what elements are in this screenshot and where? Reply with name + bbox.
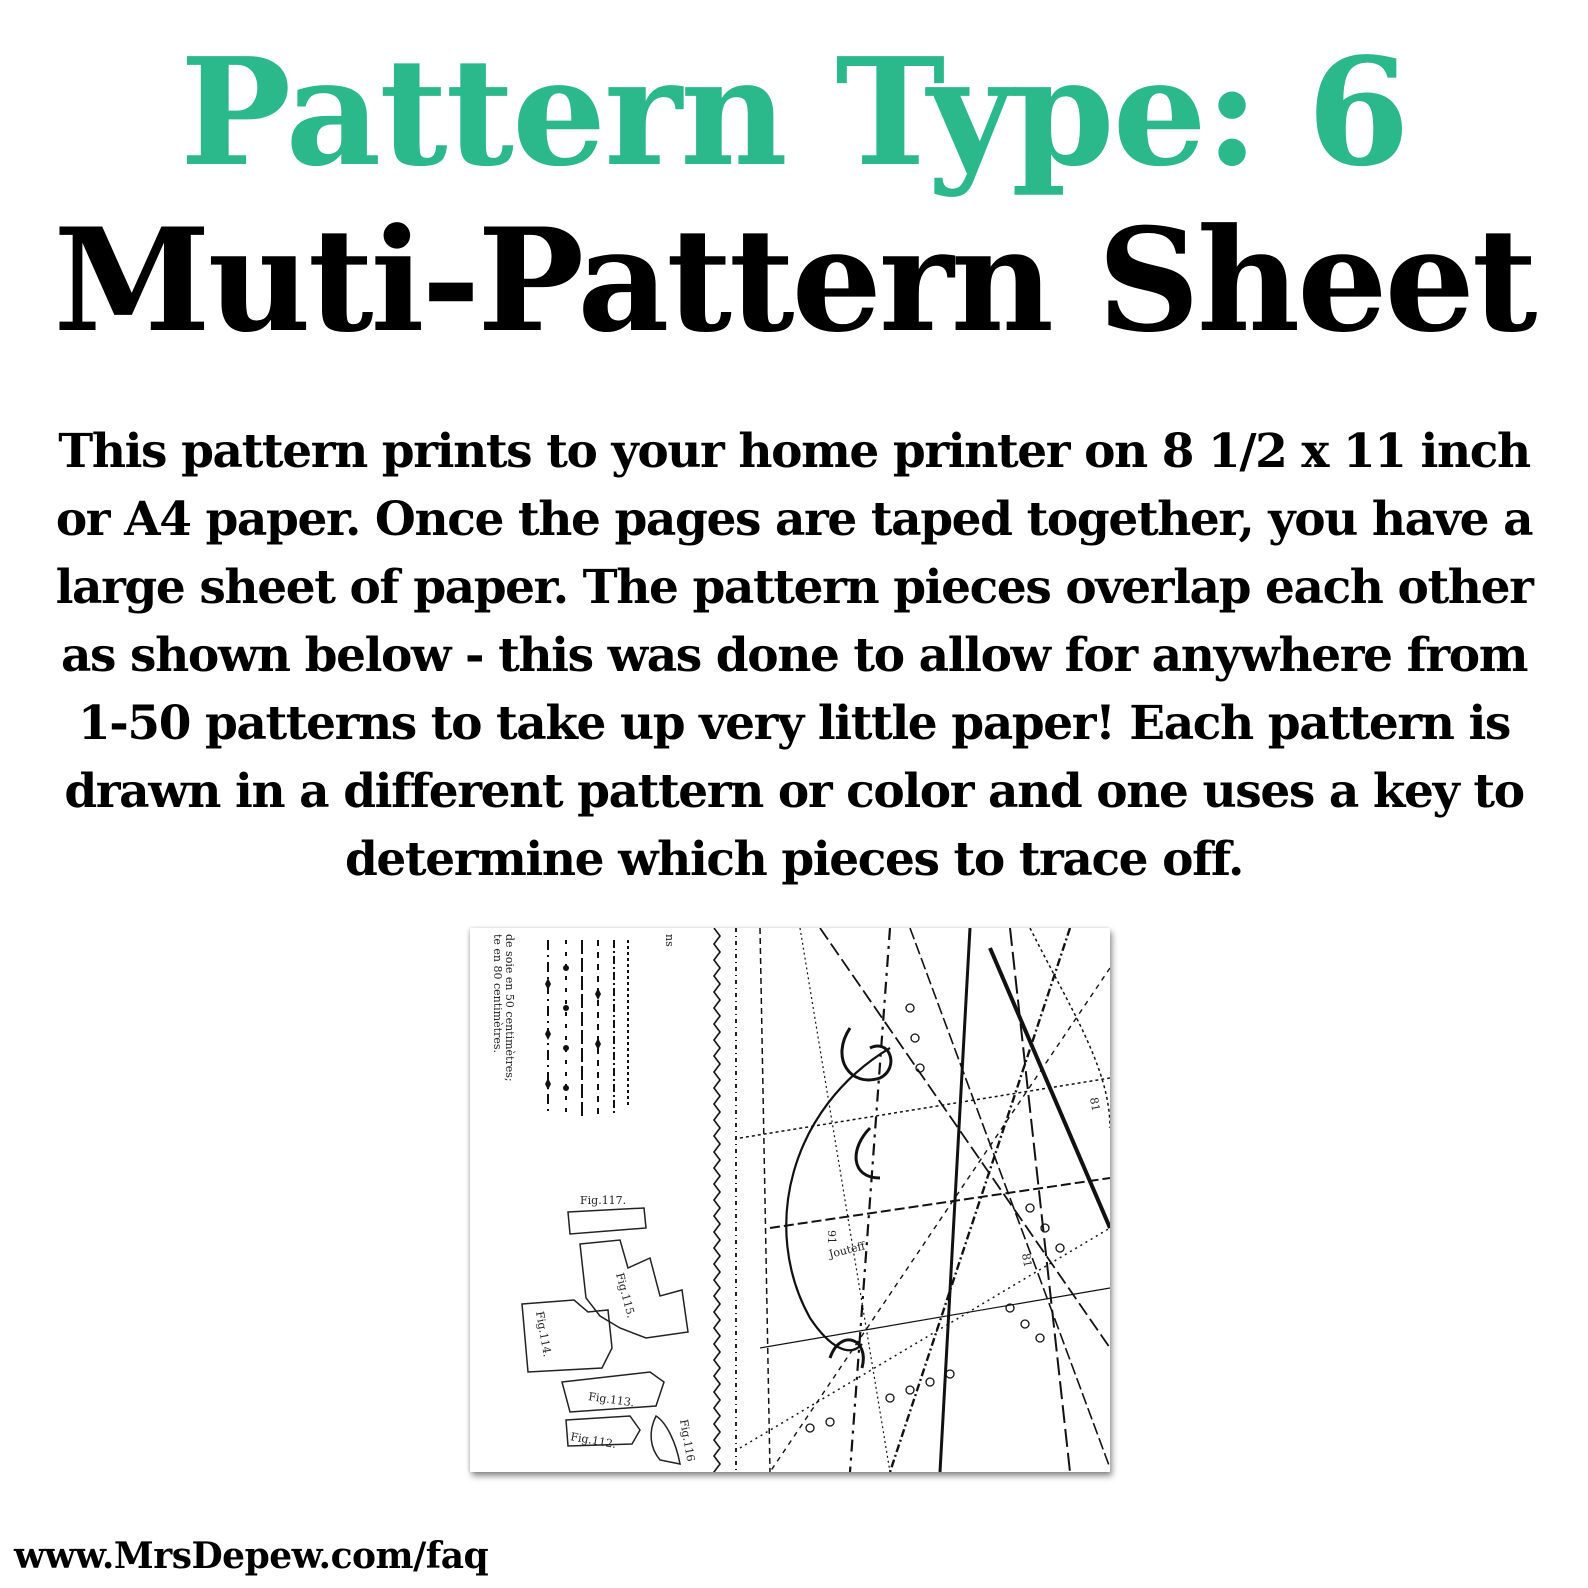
sheet-label-c: 81 bbox=[1087, 1096, 1103, 1113]
fig-label-112: Fig.112. bbox=[569, 1430, 618, 1451]
sheet-label-a: 91 bbox=[825, 1230, 838, 1244]
fig-label-114: Fig.114. bbox=[533, 1310, 554, 1359]
sheet-label-jouteff: Jouteff bbox=[827, 1239, 867, 1261]
multi-pattern-sheet-title: Muti-Pattern Sheet bbox=[53, 198, 1535, 364]
pattern-description: This pattern prints to your home printer on 8 1/2 x 11 inch or A4 paper. Once the pages are taped together, you have a large sheet of paper. The pattern pieces overlap each other as shown below - this was done to allow for anywhere from 1-50 patterns to take up very little paper! Each pattern is drawn in a different pattern or color and one uses a key to determine which pieces to trace off. bbox=[55, 424, 1533, 887]
fig-label-117: Fig.117. bbox=[580, 1194, 627, 1207]
fig-label-113: Fig.113. bbox=[587, 1390, 636, 1410]
corner-text: ns bbox=[663, 934, 676, 947]
footer-website-url[interactable]: www.MrsDepew.com/faq bbox=[14, 1535, 489, 1577]
fig-label-115: Fig.115. bbox=[613, 1271, 638, 1320]
sheet-label-b: 81 bbox=[1019, 1252, 1035, 1269]
fig-label-116: Fig.116 bbox=[677, 1418, 698, 1463]
side-text-2: te en 80 centimètres. bbox=[491, 934, 504, 1053]
side-text-1: de soie en 50 centimètres; bbox=[503, 934, 516, 1082]
pattern-sheet-drawing bbox=[470, 928, 1110, 1472]
multi-pattern-sheet-image bbox=[470, 928, 1110, 1472]
pattern-type-title: Pattern Type: 6 bbox=[180, 25, 1408, 199]
